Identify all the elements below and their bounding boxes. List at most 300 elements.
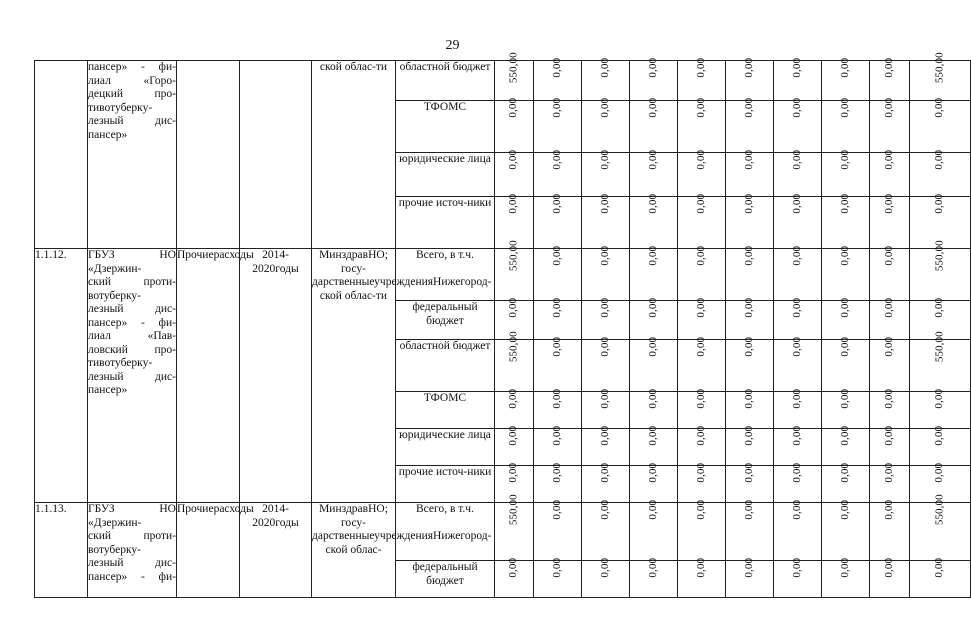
value-cell [822, 425, 870, 466]
item-name-line: вотуберку- [88, 543, 141, 556]
value-cell [630, 499, 678, 561]
item-name-line: лиал «Пав- [88, 330, 176, 342]
value: 0,00 [694, 193, 707, 214]
item-name-line: пансер» - фи- [88, 316, 176, 329]
value-cell [534, 462, 582, 503]
table-row [35, 61, 971, 101]
value-cell [678, 149, 726, 197]
value: 0,00 [790, 297, 803, 318]
expense-type-line: Прочие [177, 249, 214, 261]
value-cell [822, 388, 870, 429]
value-cell [726, 245, 774, 301]
value: 0,00 [790, 57, 803, 78]
value: 0,00 [933, 425, 946, 446]
executor-line: Минздрав [319, 249, 369, 261]
table-row [35, 503, 971, 561]
value: 0,00 [790, 462, 803, 483]
value: 550,00 [933, 52, 946, 84]
expense-type [177, 249, 254, 503]
value: 0,00 [933, 97, 946, 118]
expense-type-line: Прочие [177, 503, 214, 515]
executor-line: дарственные [312, 276, 375, 288]
value-cell [822, 193, 870, 249]
value: 0,00 [838, 245, 851, 266]
value-cell [774, 499, 822, 561]
value-cell [678, 462, 726, 503]
value: 0,00 [790, 557, 803, 578]
value: 0,00 [646, 245, 659, 266]
value: 0,00 [646, 499, 659, 520]
value: 0,00 [838, 462, 851, 483]
value-cell [870, 97, 910, 153]
value-cell [630, 193, 678, 249]
value: 0,00 [882, 499, 895, 520]
value: 0,00 [646, 149, 659, 170]
value-cell [495, 52, 534, 101]
value-cell [870, 193, 910, 249]
value-cell [774, 388, 822, 429]
value: 0,00 [646, 193, 659, 214]
value: 0,00 [507, 297, 520, 318]
value: 0,00 [598, 193, 611, 214]
value: 0,00 [507, 425, 520, 446]
item-name-line: ГБУЗ НО [88, 503, 176, 515]
value: 0,00 [838, 499, 851, 520]
value-cell [534, 193, 582, 249]
item-name-line: тивотуберку- [88, 101, 153, 114]
value: 0,00 [550, 149, 563, 170]
value: 0,00 [598, 499, 611, 520]
value-cell [678, 97, 726, 153]
value: 0,00 [507, 97, 520, 118]
value: 0,00 [550, 297, 563, 318]
item-number: 1.1.12. [35, 249, 88, 503]
value: 550,00 [507, 494, 520, 526]
executor-line: ти [375, 289, 388, 302]
value-cell [582, 425, 630, 466]
value: 0,00 [550, 499, 563, 520]
value: 0,00 [550, 425, 563, 446]
value: 0,00 [598, 557, 611, 578]
value: 0,00 [550, 388, 563, 409]
funding-source: областной бюджет [396, 340, 495, 392]
executor-line: учреждения [374, 530, 434, 542]
value-cell [774, 97, 822, 153]
value-cell [630, 245, 678, 301]
executor-line: ской облас- [319, 61, 376, 73]
value-cell [582, 57, 630, 101]
value: 0,00 [646, 97, 659, 118]
value-cell [870, 388, 910, 429]
page-number: 29 [445, 38, 460, 53]
value: 0,00 [933, 462, 946, 483]
value: 0,00 [882, 149, 895, 170]
value-cell [534, 57, 582, 101]
value-cell [495, 149, 534, 197]
value-cell [774, 425, 822, 466]
value-cell [582, 149, 630, 197]
value: 0,00 [694, 297, 707, 318]
funding-source: юридические лица [396, 153, 495, 197]
value: 0,00 [742, 57, 755, 78]
value: 0,00 [838, 297, 851, 318]
value: 0,00 [882, 57, 895, 78]
value-cell [870, 149, 910, 197]
value: 0,00 [838, 425, 851, 446]
value-cell [630, 388, 678, 429]
term-line: годы [275, 516, 299, 529]
value-cell [910, 240, 971, 301]
value-cell [678, 388, 726, 429]
value: 0,00 [933, 149, 946, 170]
value-cell [774, 57, 822, 101]
value: 0,00 [882, 193, 895, 214]
value-cell [910, 388, 971, 429]
value-cell [534, 557, 582, 598]
value: 0,00 [598, 245, 611, 266]
term [240, 503, 312, 598]
value-cell [534, 97, 582, 153]
value-cell [630, 462, 678, 503]
value: 0,00 [646, 388, 659, 409]
value-cell [678, 193, 726, 249]
value-cell [774, 245, 822, 301]
item-name-line: лезный дис- [88, 557, 176, 569]
value-cell [630, 149, 678, 197]
value: 0,00 [550, 245, 563, 266]
funding-source: ТФОМС [396, 101, 495, 153]
value-cell [582, 245, 630, 301]
value-cell [726, 97, 774, 153]
value: 0,00 [598, 97, 611, 118]
value-cell [630, 336, 678, 392]
value: 0,00 [838, 336, 851, 357]
value: 0,00 [646, 462, 659, 483]
value-cell [630, 97, 678, 153]
funding-source: прочие источ-ники [396, 466, 495, 503]
value-cell [774, 297, 822, 340]
value: 0,00 [646, 425, 659, 446]
value-cell [774, 336, 822, 392]
value: 0,00 [882, 388, 895, 409]
item-name-line: ский проти- [88, 530, 176, 542]
value: 550,00 [507, 331, 520, 363]
item-name-line: тивотуберку- [88, 357, 153, 369]
value: 0,00 [507, 149, 520, 170]
value-cell [822, 149, 870, 197]
value: 0,00 [598, 462, 611, 483]
value: 0,00 [790, 245, 803, 266]
value-cell [534, 149, 582, 197]
value: 0,00 [742, 297, 755, 318]
value-cell [678, 557, 726, 598]
budget-table [34, 52, 971, 598]
value-cell [495, 494, 534, 561]
expense-type-line: расходы [213, 249, 254, 261]
value-cell [726, 557, 774, 598]
value-cell [582, 297, 630, 340]
expense-type-line: расходы [213, 503, 254, 515]
value: 0,00 [694, 245, 707, 266]
value: 0,00 [694, 149, 707, 170]
value: 0,00 [550, 57, 563, 78]
value-cell [870, 245, 910, 301]
item-number [35, 61, 88, 249]
value-cell [495, 240, 534, 301]
value: 0,00 [598, 336, 611, 357]
value: 550,00 [933, 331, 946, 363]
value: 0,00 [838, 57, 851, 78]
value: 0,00 [694, 336, 707, 357]
value-cell [678, 57, 726, 101]
value-cell [678, 245, 726, 301]
executor-line: НО; госу- [341, 503, 388, 529]
value: 0,00 [694, 425, 707, 446]
value: 0,00 [790, 388, 803, 409]
value: 0,00 [933, 557, 946, 578]
value-cell [534, 425, 582, 466]
expense-type [177, 61, 240, 249]
value: 550,00 [933, 494, 946, 526]
value: 0,00 [742, 245, 755, 266]
value: 550,00 [507, 52, 520, 84]
item-name-line: пансер» [88, 384, 128, 396]
value-cell [495, 97, 534, 153]
value: 0,00 [838, 193, 851, 214]
item-name [88, 503, 177, 598]
value: 0,00 [598, 57, 611, 78]
value-cell [910, 149, 971, 197]
value: 0,00 [550, 557, 563, 578]
value: 0,00 [742, 425, 755, 446]
value: 0,00 [646, 336, 659, 357]
value-cell [870, 57, 910, 101]
value-cell [726, 297, 774, 340]
value: 0,00 [742, 462, 755, 483]
value: 0,00 [933, 388, 946, 409]
value-cell [495, 557, 534, 598]
value-cell [495, 425, 534, 466]
value-cell [495, 331, 534, 392]
value: 0,00 [598, 297, 611, 318]
item-name-line: ский проти- [88, 276, 176, 288]
value: 0,00 [790, 425, 803, 446]
item-name-line: ГБУЗ НО [88, 249, 176, 261]
value-cell [870, 557, 910, 598]
value-cell [534, 388, 582, 429]
item-name-line: вотуберку- [88, 289, 141, 302]
value-cell [870, 336, 910, 392]
item-name-line: «Дзержин- [88, 516, 142, 529]
funding-source: прочие источ-ники [396, 197, 495, 249]
value-cell [822, 336, 870, 392]
value-cell [822, 245, 870, 301]
expense-type [177, 503, 254, 598]
value: 0,00 [882, 97, 895, 118]
value-cell [678, 336, 726, 392]
value: 0,00 [694, 557, 707, 578]
value-cell [726, 388, 774, 429]
value: 0,00 [507, 388, 520, 409]
value-cell [726, 149, 774, 197]
term-line: 2014-2020 [252, 503, 289, 529]
value-cell [870, 425, 910, 466]
item-name-line: ловский про- [88, 343, 176, 356]
value: 0,00 [646, 557, 659, 578]
funding-source: Всего, в т.ч. [396, 249, 495, 301]
value: 0,00 [598, 149, 611, 170]
term [240, 249, 312, 503]
value-cell [822, 499, 870, 561]
value-cell [582, 499, 630, 561]
item-number: 1.1.13. [35, 503, 88, 598]
executor-line: ти [375, 61, 388, 73]
item-name-line: лезный дис- [88, 115, 176, 127]
value: 0,00 [694, 388, 707, 409]
value-cell [630, 557, 678, 598]
value-cell [630, 57, 678, 101]
value: 0,00 [550, 97, 563, 118]
executor-line: ской облас- [319, 289, 376, 302]
value: 0,00 [838, 388, 851, 409]
value: 0,00 [790, 336, 803, 357]
value-cell [822, 97, 870, 153]
item-name [88, 249, 177, 503]
value-cell [495, 388, 534, 429]
value: 0,00 [646, 57, 659, 78]
value-cell [910, 494, 971, 561]
executor-line: Нижегород- [433, 530, 492, 542]
value-cell [534, 245, 582, 301]
value: 0,00 [790, 97, 803, 118]
item-name-line: пансер» - фи- [88, 570, 176, 583]
value-cell [822, 462, 870, 503]
value: 0,00 [933, 297, 946, 318]
value-cell [534, 499, 582, 561]
value: 0,00 [882, 462, 895, 483]
value: 0,00 [838, 97, 851, 118]
value: 0,00 [882, 297, 895, 318]
value-cell [534, 336, 582, 392]
value: 0,00 [598, 425, 611, 446]
value-cell [582, 388, 630, 429]
value-cell [582, 336, 630, 392]
executor-line: учреждения [374, 276, 434, 288]
value-cell [910, 425, 971, 466]
value-cell [870, 462, 910, 503]
value-cell [678, 499, 726, 561]
value-cell [822, 557, 870, 598]
value-cell [726, 57, 774, 101]
value-cell [582, 557, 630, 598]
value: 0,00 [742, 193, 755, 214]
value-cell [582, 193, 630, 249]
executor-line: ской облас- [325, 543, 382, 556]
value: 0,00 [694, 97, 707, 118]
value-cell [774, 193, 822, 249]
item-name [88, 61, 177, 249]
value-cell [678, 297, 726, 340]
value: 0,00 [742, 388, 755, 409]
funding-source: федеральный бюджет [396, 561, 495, 598]
term-line: годы [275, 262, 299, 275]
item-name-line: лезный дис- [88, 370, 176, 383]
value-cell [822, 57, 870, 101]
value: 0,00 [882, 245, 895, 266]
executor-line: Нижегород- [433, 276, 492, 288]
item-name-line: лезный дис- [88, 303, 176, 315]
value: 0,00 [933, 193, 946, 214]
term [240, 61, 312, 249]
value: 0,00 [882, 425, 895, 446]
value: 0,00 [790, 149, 803, 170]
value-cell [726, 425, 774, 466]
value: 0,00 [550, 462, 563, 483]
value: 0,00 [507, 462, 520, 483]
item-name-line: децкий про- [88, 88, 176, 100]
value: 0,00 [550, 336, 563, 357]
value-cell [534, 297, 582, 340]
value-cell [582, 462, 630, 503]
value: 0,00 [550, 193, 563, 214]
funding-source: ТФОМС [396, 392, 495, 429]
value-cell [870, 297, 910, 340]
value-cell [774, 557, 822, 598]
value-cell [822, 297, 870, 340]
value: 0,00 [507, 193, 520, 214]
item-name-line: «Дзержин- [88, 262, 142, 275]
value: 0,00 [838, 149, 851, 170]
value: 0,00 [598, 388, 611, 409]
executor [312, 61, 396, 249]
value-cell [630, 297, 678, 340]
value-cell [910, 557, 971, 598]
value: 0,00 [694, 57, 707, 78]
value-cell [726, 193, 774, 249]
value: 0,00 [882, 557, 895, 578]
value-cell [630, 425, 678, 466]
executor-line: дарственные [312, 530, 375, 542]
value-cell [726, 499, 774, 561]
term-line: 2014-2020 [252, 249, 289, 275]
value: 0,00 [694, 462, 707, 483]
value: 0,00 [646, 297, 659, 318]
value: 0,00 [742, 557, 755, 578]
executor-line: Минздрав [319, 503, 369, 515]
item-name-line: лиал «Горо- [88, 74, 176, 87]
value: 0,00 [507, 557, 520, 578]
funding-source: Всего, в т.ч. [396, 503, 495, 561]
value-cell [870, 499, 910, 561]
value: 550,00 [933, 240, 946, 272]
funding-source: юридические лица [396, 429, 495, 466]
value: 0,00 [790, 193, 803, 214]
value-cell [910, 331, 971, 392]
value-cell [678, 425, 726, 466]
item-name-line: пансер» - фи- [88, 61, 176, 73]
value: 0,00 [882, 336, 895, 357]
value: 0,00 [790, 499, 803, 520]
value: 0,00 [838, 557, 851, 578]
executor-line: НО; госу- [341, 249, 388, 275]
item-name-line: пансер» [88, 128, 128, 141]
value: 0,00 [742, 97, 755, 118]
value-cell [910, 97, 971, 153]
value-cell [726, 336, 774, 392]
value: 550,00 [507, 240, 520, 272]
table-row [35, 249, 971, 301]
funding-source: федеральный бюджет [396, 301, 495, 340]
